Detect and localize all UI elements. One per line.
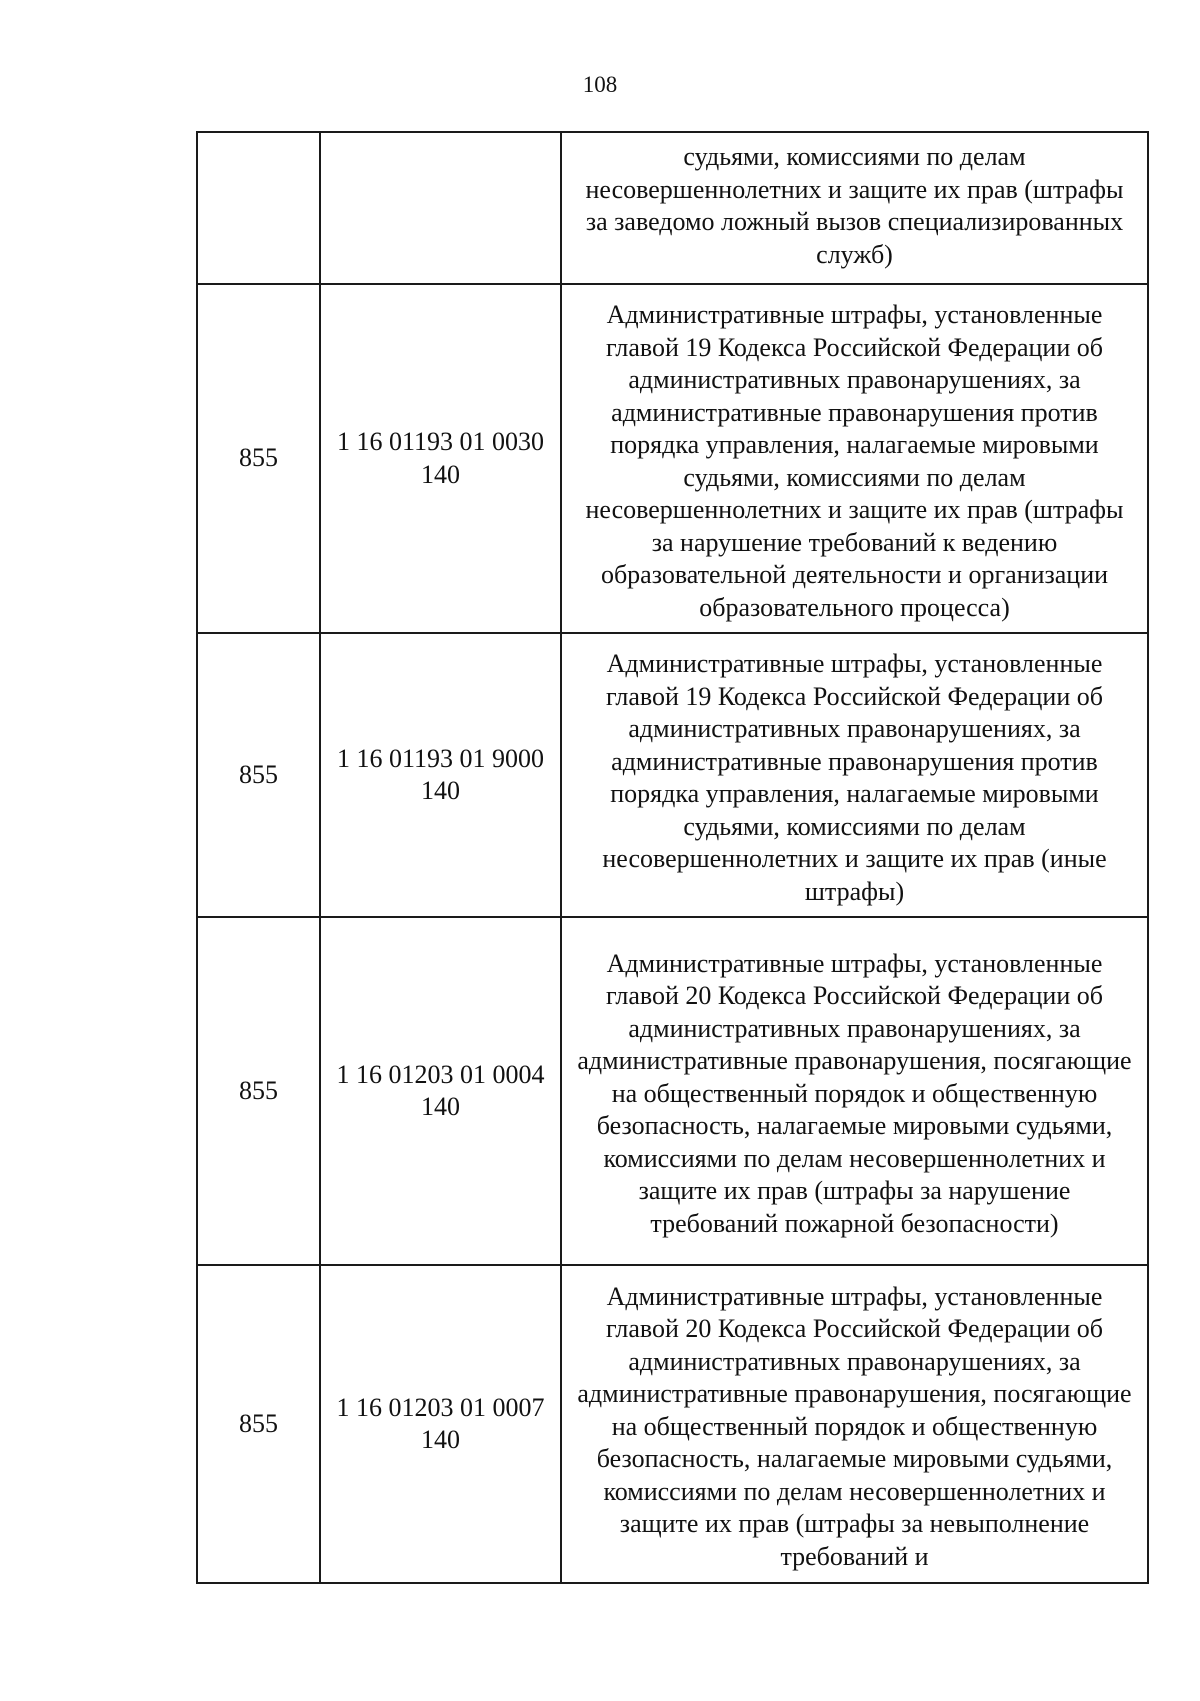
budget-codes-table <box>196 131 1149 1584</box>
admin-code-cell <box>197 132 320 284</box>
admin-code-cell: 855 <box>197 917 320 1265</box>
admin-code-cell: 855 <box>197 1265 320 1583</box>
kbk-code-cell <box>320 1265 561 1583</box>
page-number: 108 <box>582 72 618 97</box>
table-row <box>197 132 1148 284</box>
kbk-code-line1: 1 16 01203 01 0004 <box>336 1059 545 1089</box>
kbk-code-line1: 1 16 01193 01 9000 <box>336 743 545 773</box>
description-cell: судьями, комиссиями по делам несовершеннолетних и защите их прав (штрафы за заведомо ложный вызов специализированных служб) <box>561 132 1148 284</box>
table-row <box>197 1265 1148 1583</box>
table-row <box>197 633 1148 917</box>
admin-code-cell: 855 <box>197 284 320 633</box>
description-cell: Административные штрафы, установленные главой 20 Кодекса Российской Федерации об административных правонарушениях, за административные правонарушения, посягающие на общественный порядок и общественную безопасность, налагаемые мировыми судьями, комиссиями по делам несовершеннолетних и защите их прав (штрафы за нарушение требований пожарной безопасности) <box>561 917 1148 1265</box>
admin-code-cell: 855 <box>197 633 320 917</box>
kbk-code-cell <box>320 633 561 917</box>
kbk-code-line2: 140 <box>421 459 460 489</box>
description-cell: Административные штрафы, установленные главой 19 Кодекса Российской Федерации об административных правонарушениях, за административные правонарушения против порядка управления, налагаемые мировыми судьями, комиссиями по делам несовершеннолетних и защите их прав (штрафы за нарушение требований к ведению образовательной деятельности и организации образовательного процесса) <box>561 284 1148 633</box>
kbk-code-line2: 140 <box>421 776 460 805</box>
description-cell: Административные штрафы, установленные главой 20 Кодекса Российской Федерации об административных правонарушениях, за административные правонарушения, посягающие на общественный порядок и общественную безопасность, налагаемые мировыми судьями, комиссиями по делам несовершеннолетних и защите их прав (штрафы за невыполнение требований и <box>561 1265 1148 1583</box>
table-row <box>197 917 1148 1265</box>
kbk-code-cell <box>320 284 561 633</box>
budget-codes-table-wrapper <box>196 131 1149 1584</box>
kbk-code-line1: 1 16 01193 01 0030 <box>336 427 545 456</box>
kbk-code-line2: 140 <box>421 1092 460 1121</box>
kbk-code-line1: 1 16 01203 01 0007 <box>336 1392 545 1422</box>
description-cell: Административные штрафы, установленные главой 19 Кодекса Российской Федерации об административных правонарушениях, за административные правонарушения против порядка управления, налагаемые мировыми судьями, комиссиями по делам несовершеннолетних и защите их прав (иные штрафы) <box>561 633 1148 917</box>
table-row <box>197 284 1148 633</box>
kbk-code-cell <box>320 132 561 284</box>
kbk-code-cell <box>320 917 561 1265</box>
kbk-code-line2: 140 <box>421 1425 460 1454</box>
